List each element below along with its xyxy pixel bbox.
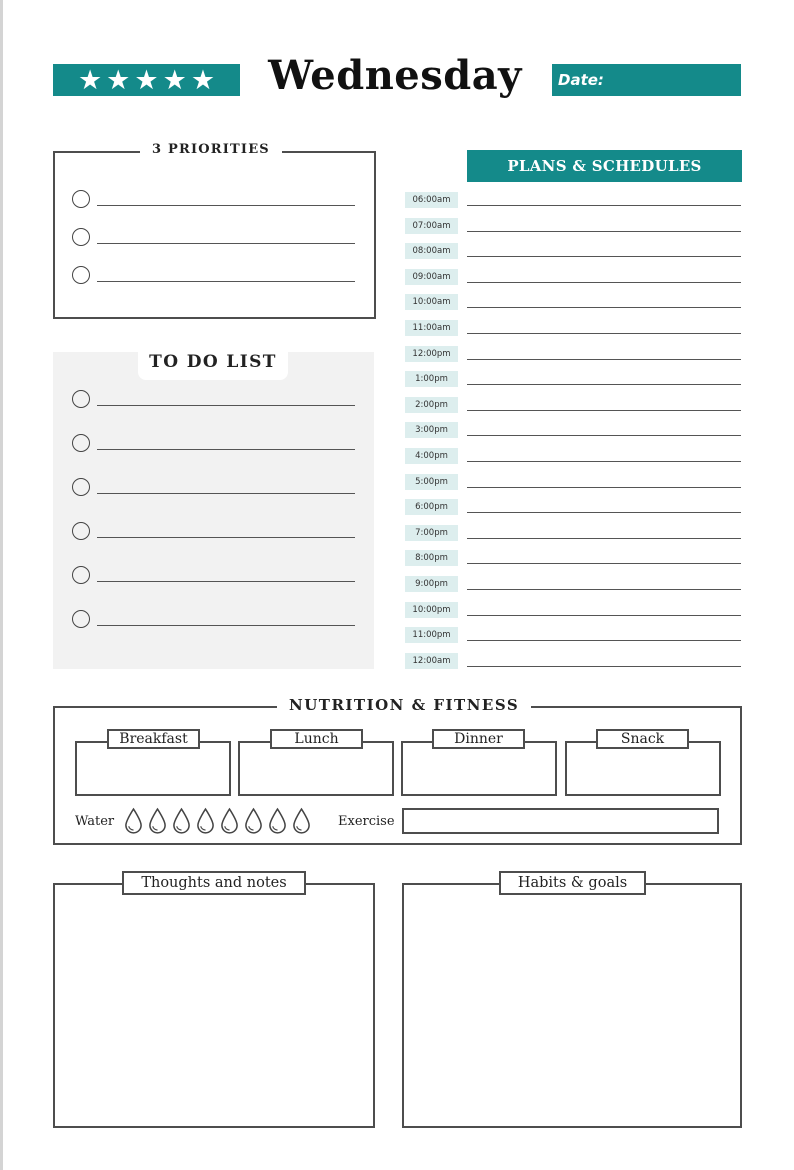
schedule-writing-line[interactable] (467, 384, 741, 385)
nutrition-fitness-title: NUTRITION & FITNESS (277, 696, 531, 714)
todo-checkbox[interactable] (72, 522, 90, 540)
time-label: 07:00am (405, 218, 458, 234)
schedule-row (405, 448, 741, 464)
priority-item (72, 266, 355, 282)
star-icon[interactable]: ★ (134, 64, 159, 96)
priority-checkbox[interactable] (72, 266, 90, 284)
priority-item (72, 228, 355, 244)
todo-item (72, 566, 355, 582)
time-label: 06:00am (405, 192, 458, 208)
time-label: 10:00pm (405, 602, 458, 618)
time-label: 10:00am (405, 294, 458, 310)
schedule-row (405, 499, 741, 515)
schedule-row (405, 602, 741, 618)
schedule-writing-line[interactable] (467, 435, 741, 436)
water-drop-icon[interactable] (244, 807, 263, 834)
time-label: 5:00pm (405, 474, 458, 490)
water-drop-icon[interactable] (148, 807, 167, 834)
priority-checkbox[interactable] (72, 228, 90, 246)
plans-schedules-header: PLANS & SCHEDULES (467, 150, 742, 182)
water-drop-icon[interactable] (124, 807, 143, 834)
time-label: 1:00pm (405, 371, 458, 387)
schedule-row (405, 550, 741, 566)
star-rating[interactable] (53, 64, 240, 96)
water-drop-icon[interactable] (268, 807, 287, 834)
schedule-writing-line[interactable] (467, 231, 741, 232)
water-drop-icon[interactable] (172, 807, 191, 834)
todo-item (72, 434, 355, 450)
schedule-row (405, 243, 741, 259)
dinner-box[interactable] (401, 741, 557, 796)
todo-item (72, 610, 355, 626)
schedule-row (405, 218, 741, 234)
todo-writing-line[interactable] (97, 405, 355, 406)
schedule-writing-line[interactable] (467, 256, 741, 257)
priorities-title: 3 PRIORITIES (140, 142, 282, 157)
schedule-row (405, 627, 741, 643)
water-tracker (124, 807, 311, 834)
schedule-row (405, 397, 741, 413)
schedule-row (405, 346, 741, 362)
day-title: Wednesday (268, 52, 522, 99)
schedule-writing-line[interactable] (467, 359, 741, 360)
schedule-writing-line[interactable] (467, 333, 741, 334)
time-label: 7:00pm (405, 525, 458, 541)
water-drop-icon[interactable] (196, 807, 215, 834)
time-label: 4:00pm (405, 448, 458, 464)
todo-writing-line[interactable] (97, 493, 355, 494)
todo-item (72, 478, 355, 494)
schedule-writing-line[interactable] (467, 640, 741, 641)
todo-title: TO DO LIST (138, 343, 288, 380)
water-label: Water (75, 814, 115, 829)
schedule-writing-line[interactable] (467, 282, 741, 283)
exercise-input[interactable] (402, 808, 719, 834)
todo-checkbox[interactable] (72, 390, 90, 408)
schedule-writing-line[interactable] (467, 615, 741, 616)
star-icon[interactable]: ★ (162, 64, 187, 96)
thoughts-notes-box[interactable] (53, 883, 375, 1128)
water-drop-icon[interactable] (292, 807, 311, 834)
todo-checkbox[interactable] (72, 610, 90, 628)
schedule-row (405, 576, 741, 592)
star-icon[interactable]: ★ (190, 64, 216, 96)
todo-writing-line[interactable] (97, 581, 355, 582)
priority-item (72, 190, 355, 206)
schedule-writing-line[interactable] (467, 461, 741, 462)
todo-item (72, 522, 355, 538)
time-label: 9:00pm (405, 576, 458, 592)
schedule-row (405, 653, 741, 669)
schedule-writing-line[interactable] (467, 410, 741, 411)
star-icon[interactable]: ★ (77, 64, 103, 96)
todo-checkbox[interactable] (72, 566, 90, 584)
priority-writing-line[interactable] (97, 243, 355, 244)
page-edge (0, 0, 3, 1170)
schedule-writing-line[interactable] (467, 512, 741, 513)
schedule-row (405, 320, 741, 336)
schedule-row (405, 474, 741, 490)
time-label: 11:00am (405, 320, 458, 336)
priority-writing-line[interactable] (97, 205, 355, 206)
dinner-label: Dinner (432, 729, 525, 749)
todo-writing-line[interactable] (97, 625, 355, 626)
schedule-row (405, 294, 741, 310)
exercise-label: Exercise (338, 814, 395, 829)
breakfast-label: Breakfast (107, 729, 200, 749)
schedule-row (405, 269, 741, 285)
time-label: 6:00pm (405, 499, 458, 515)
water-drop-icon[interactable] (220, 807, 239, 834)
todo-writing-line[interactable] (97, 537, 355, 538)
schedule-row (405, 192, 741, 208)
todo-item (72, 390, 355, 406)
snack-box[interactable] (565, 741, 721, 796)
snack-label: Snack (596, 729, 689, 749)
time-label: 8:00pm (405, 550, 458, 566)
date-label: Date: (558, 71, 604, 89)
time-label: 08:00am (405, 243, 458, 259)
lunch-label: Lunch (270, 729, 363, 749)
time-label: 12:00am (405, 653, 458, 669)
thoughts-notes-label: Thoughts and notes (122, 871, 306, 895)
priority-checkbox[interactable] (72, 190, 90, 208)
time-label: 2:00pm (405, 397, 458, 413)
date-field[interactable] (552, 64, 741, 96)
schedule-writing-line[interactable] (467, 487, 741, 488)
time-label: 11:00pm (405, 627, 458, 643)
schedule-writing-line[interactable] (467, 563, 741, 564)
habits-goals-box[interactable] (402, 883, 742, 1128)
time-label: 3:00pm (405, 422, 458, 438)
schedule-writing-line[interactable] (467, 538, 741, 539)
schedule-writing-line[interactable] (467, 589, 741, 590)
time-label: 12:00pm (405, 346, 458, 362)
habits-goals-label: Habits & goals (499, 871, 646, 895)
schedule-row (405, 422, 741, 438)
star-icon[interactable]: ★ (106, 64, 131, 96)
breakfast-box[interactable] (75, 741, 231, 796)
schedule-row (405, 525, 741, 541)
todo-checkbox[interactable] (72, 434, 90, 452)
lunch-box[interactable] (238, 741, 394, 796)
schedule-row (405, 371, 741, 387)
schedule-writing-line[interactable] (467, 307, 741, 308)
todo-writing-line[interactable] (97, 449, 355, 450)
todo-checkbox[interactable] (72, 478, 90, 496)
schedule-writing-line[interactable] (467, 666, 741, 667)
schedule-writing-line[interactable] (467, 205, 741, 206)
time-label: 09:00am (405, 269, 458, 285)
priority-writing-line[interactable] (97, 281, 355, 282)
